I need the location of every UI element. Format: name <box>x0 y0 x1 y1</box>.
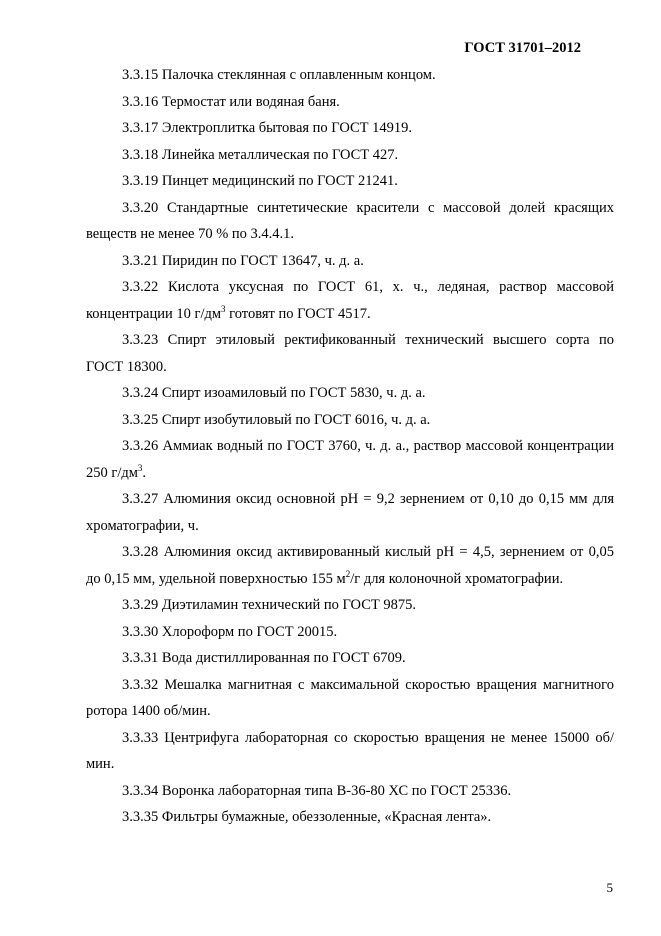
list-item: 3.3.25 Спирт изобутиловый по ГОСТ 6016, ч. д. а. <box>122 411 431 428</box>
list-item: 3.3.22 Кислота уксусная по ГОСТ 61, х. ч., ледяная, раствор массовой концентрации 10 $г/дм^3$ готовят по ГОСТ 4517. <box>86 279 614 322</box>
list-item: 3.3.20 Стандартные синтетические красители с массовой долей красящих веществ не менее 70 % по 3.4.4.1. <box>86 199 615 242</box>
list-item: 3.3.17 Электроплитка бытовая по ГОСТ 14919. <box>122 120 413 136</box>
document-body <box>86 62 614 831</box>
list-item: 3.3.34 Воронка лабораторная типа В-36-80 ХС по ГОСТ 25336. <box>122 782 512 799</box>
list-item: 3.3.15 Палочка стеклянная с оплавленным концом. <box>122 67 436 83</box>
page-number: 5 <box>606 880 613 895</box>
list-item: 3.3.27 Алюминия оксид основной pH = 9,2 зернением от 0,10 до 0,15 мм для хроматографии, ч. <box>86 491 615 534</box>
list-item: 3.3.32 Мешалка магнитная с максимальной скоростью вращения магнитного ротора 1400 об/мин. <box>86 676 615 719</box>
list-item: 3.3.23 Спирт этиловый ректификованный технический высшего сорта по ГОСТ 18300. <box>86 332 614 375</box>
standard-header: ГОСТ 31701–2012 <box>464 40 581 56</box>
list-item: 3.3.28 Алюминия оксид активированный кислый pH = 4,5, зернением от 0,05 до 0,15 мм, удельной поверхностью 155 $м^2/г$ для колоночной хроматографии. <box>86 544 614 587</box>
list-item: 3.3.31 Вода дистиллированная по ГОСТ 6709. <box>122 650 406 666</box>
list-item: 3.3.21 Пиридин по ГОСТ 13647, ч. д. а. <box>122 252 364 269</box>
list-item: 3.3.29 Диэтиламин технический по ГОСТ 9875. <box>122 597 416 613</box>
list-item: 3.3.30 Хлороформ по ГОСТ 20015. <box>122 623 338 640</box>
list-item: 3.3.19 Пинцет медицинский по ГОСТ 21241. <box>122 173 398 189</box>
list-item: 3.3.33 Центрифуга лабораторная со скоростью вращения не менее 15000 об/мин. <box>86 729 615 772</box>
list-item: 3.3.16 Термостат или водяная баня. <box>122 93 340 110</box>
list-item: 3.3.35 Фильтры бумажные, обеззоленные, «Красная лента». <box>122 809 492 825</box>
list-item: 3.3.18 Линейка металлическая по ГОСТ 427. <box>122 146 399 163</box>
list-item: 3.3.24 Спирт изоамиловый по ГОСТ 5830, ч. д. а. <box>122 385 426 401</box>
list-item: 3.3.26 Аммиак водный по ГОСТ 3760, ч. д. а., раствор массовой концентрации 250 $г/дм^3$. <box>86 438 615 481</box>
